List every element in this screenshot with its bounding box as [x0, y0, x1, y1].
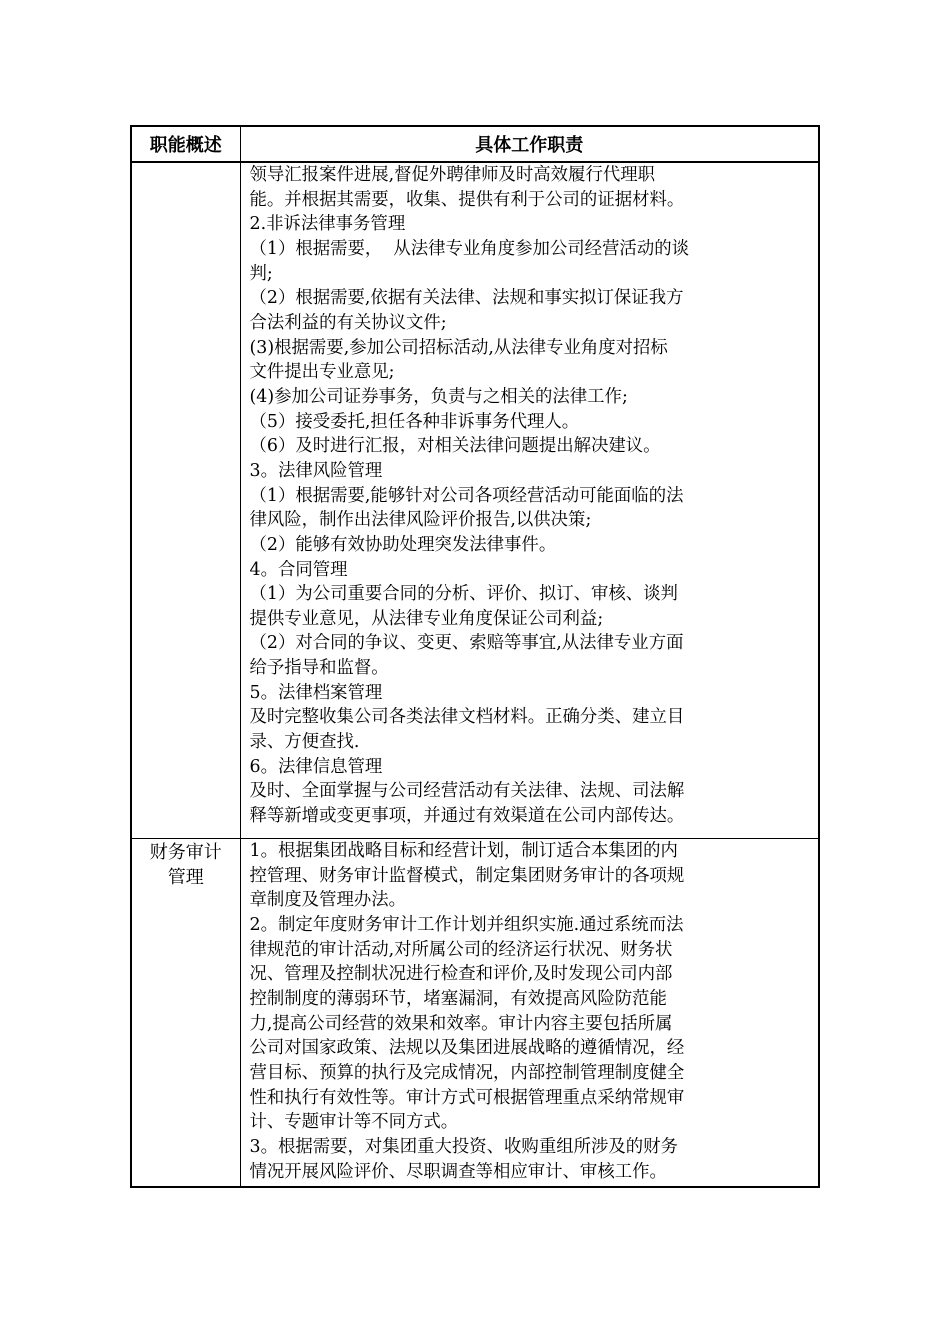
- table-row: [131, 162, 819, 839]
- duty-line: （6）及时进行汇报，对相关法律问题提出解决建议。: [249, 436, 661, 457]
- duty-line: 3。根据需要，对集团重大投资、收购重组所涉及的财务: [249, 1136, 678, 1157]
- duty-line: （2）能够有效协助处理突发法律事件。: [249, 534, 557, 555]
- function-cell: [131, 162, 240, 839]
- function-cell: [131, 839, 240, 1188]
- duty-line: 2。制定年度财务审计工作计划并组织实施.通过系统而法: [249, 914, 684, 935]
- duty-line: 领导汇报案件进展,督促外聘律师及时高效履行代理职: [249, 165, 656, 185]
- function-line: 管理: [167, 866, 204, 888]
- duty-line: 录、方便查找.: [249, 732, 360, 753]
- duty-line: 控管理、财务审计监督模式，制定集团财务审计的各项规: [249, 865, 685, 886]
- duty-line: 及时、全面掌握与公司经营活动有关法律、法规、司法解: [249, 781, 685, 802]
- duty-line: 能。并根据其需要，收集、提供有利于公司的证据材料。: [249, 189, 685, 210]
- duty-cell: [240, 162, 819, 839]
- duty-line: 计、专题审计等不同方式。: [249, 1112, 459, 1133]
- duty-line: 控制制度的薄弱环节，堵塞漏洞，有效提高风险防范能: [249, 988, 667, 1009]
- duty-line: 2.非诉法律事务管理: [249, 214, 406, 235]
- duty-line: 给予指导和监督。: [249, 658, 389, 679]
- duty-line: 判;: [249, 263, 273, 284]
- duty-line: 况、管理及控制状况进行检查和评价,及时发现公司内部: [249, 964, 673, 985]
- duty-line: 1。根据集团战略目标和经营计划，制订适合本集团的内: [249, 841, 678, 861]
- table-header-row: [131, 126, 819, 162]
- duty-line: （2）对合同的争议、变更、索赔等事宜,从法律专业方面: [249, 633, 684, 654]
- duty-line: （2）根据需要,依据有关法律、法规和事实拟订保证我方: [249, 288, 684, 309]
- duty-line: 及时完整收集公司各类法律文档材料。正确分类、建立目: [249, 707, 685, 728]
- table-row: [131, 839, 819, 1188]
- duty-line: 性和执行有效性等。审计方式可根据管理重点采纳常规审: [249, 1087, 685, 1108]
- duty-line: 释等新增或变更事项，并通过有效渠道在公司内部传达。: [249, 806, 685, 827]
- duty-line: (3)根据需要,参加公司招标活动,从法律专业角度对招标: [249, 337, 668, 358]
- duty-line: （1）为公司重要合同的分析、评价、拟订、审核、谈判: [249, 584, 678, 605]
- duty-line: 章制度及管理办法。: [249, 890, 407, 911]
- header-function-overview: 职能概述: [131, 126, 240, 162]
- duty-line: 营目标、预算的执行及完成情况，内部控制管理制度健全: [249, 1062, 685, 1083]
- duty-line: 合法利益的有关协议文件;: [249, 312, 447, 333]
- duty-line: 6。法律信息管理: [249, 756, 383, 777]
- duty-line: （1）根据需要,能够针对公司各项经营活动可能面临的法: [249, 485, 684, 506]
- header-specific-duties: 具体工作职责: [240, 126, 819, 162]
- duty-table: [130, 125, 820, 1188]
- duty-line: （5）接受委托,担任各种非诉事务代理人。: [249, 411, 580, 432]
- duty-line: 公司对国家政策、法规以及集团进展战略的遵循情况，经: [249, 1038, 685, 1059]
- duty-line: 3。法律风险管理: [249, 460, 383, 481]
- duty-line: （1）根据需要， 从法律专业角度参加公司经营活动的谈: [249, 238, 689, 259]
- duty-line: 律风险，制作出法律风险评价报告,以供决策;: [249, 510, 592, 531]
- function-line: 财务审计: [149, 842, 222, 863]
- duty-line: 力,提高公司经营的效果和效率。审计内容主要包括所属: [249, 1013, 673, 1034]
- duty-line: 情况开展风险评价、尽职调查等相应审计、审核工作。: [249, 1161, 667, 1182]
- duty-line: 5。法律档案管理: [249, 682, 383, 703]
- duty-cell: [240, 839, 819, 1188]
- duty-line: 文件提出专业意见;: [249, 362, 395, 383]
- duty-line: 律规范的审计活动,对所属公司的经济运行状况、财务状: [249, 939, 673, 960]
- duty-line: (4)参加公司证券事务，负责与之相关的法律工作;: [249, 386, 628, 407]
- duty-line: 提供专业意见，从法律专业角度保证公司利益;: [249, 608, 604, 629]
- duty-line: 4。合同管理: [249, 559, 348, 580]
